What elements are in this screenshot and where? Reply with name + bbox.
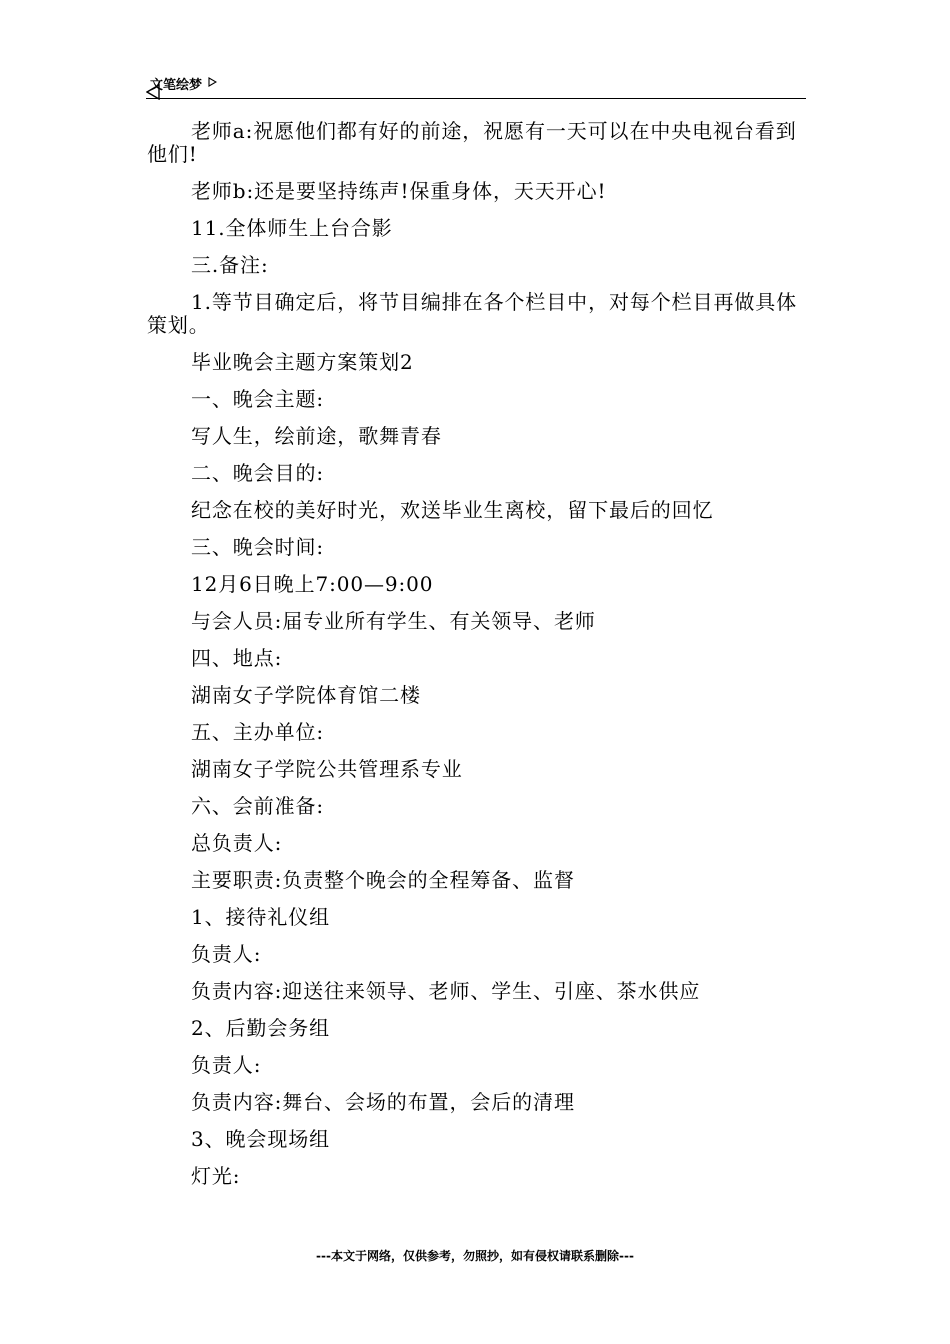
paragraph: 总负责人: <box>191 831 283 855</box>
page-header <box>146 74 806 99</box>
paragraph: 主要职责:负责整个晚会的全程筹备、监督 <box>191 868 575 892</box>
section-title: 毕业晚会主题方案策划2 <box>191 350 414 374</box>
paragraph: 灯光: <box>191 1164 241 1188</box>
paragraph: 1、接待礼仪组 <box>191 905 331 929</box>
paragraph: 1.等节目确定后，将节目编排在各个栏目中，对每个栏目再做具体策划。 <box>147 290 798 337</box>
paragraph: 负责人: <box>191 1053 262 1077</box>
right-triangle-icon <box>208 76 217 91</box>
brand-name: 文笔绘梦 <box>150 78 203 93</box>
paragraph: 2、后勤会务组 <box>191 1016 331 1040</box>
paragraph: 负责内容:舞台、会场的布置，会后的清理 <box>191 1090 575 1114</box>
document-body <box>147 120 807 1202</box>
paragraph: 六、会前准备: <box>191 794 325 818</box>
paragraph: 一、晚会主题: <box>191 387 325 411</box>
paragraph: 老师b:还是要坚持练声!保重身体，天天开心! <box>191 179 607 203</box>
page-footer-note: ---本文于网络，仅供参考，勿照抄，如有侵权请联系删除--- <box>316 1249 634 1263</box>
paragraph: 五、主办单位: <box>191 720 325 744</box>
paragraph: 12月6日晚上7:00—9:00 <box>191 572 434 596</box>
paragraph: 湖南女子学院公共管理系专业 <box>191 757 463 781</box>
paragraph: 纪念在校的美好时光，欢送毕业生离校，留下最后的回忆 <box>191 498 714 522</box>
paragraph: 负责人: <box>191 942 262 966</box>
paragraph: 写人生，绘前途，歌舞青春 <box>191 424 442 448</box>
paragraph: 湖南女子学院体育馆二楼 <box>191 683 421 707</box>
paragraph: 11.全体师生上台合影 <box>191 216 393 240</box>
header-brand <box>146 74 217 93</box>
paragraph: 二、晚会目的: <box>191 461 325 485</box>
paragraph: 三.备注: <box>191 253 269 277</box>
paragraph: 与会人员:届专业所有学生、有关领导、老师 <box>191 609 596 633</box>
paragraph: 3、晚会现场组 <box>191 1127 331 1151</box>
paragraph: 老师a:祝愿他们都有好的前途，祝愿有一天可以在中央电视台看到他们! <box>147 119 797 166</box>
paragraph: 三、晚会时间: <box>191 535 325 559</box>
paragraph: 四、地点: <box>191 646 283 670</box>
paragraph: 负责内容:迎送往来领导、老师、学生、引座、茶水供应 <box>191 979 701 1003</box>
